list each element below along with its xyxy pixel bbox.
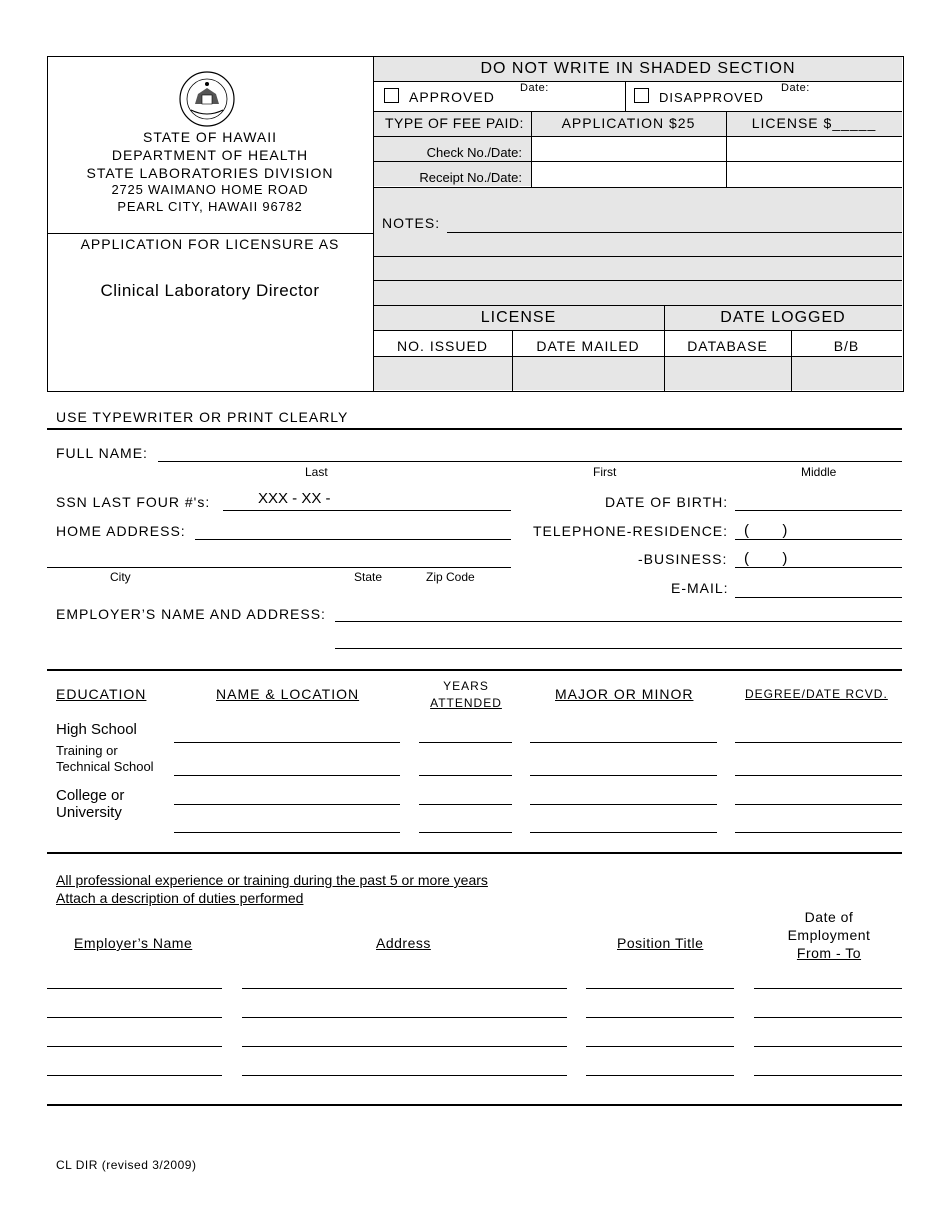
email-field[interactable] [735, 597, 902, 598]
exp-dates-field-3[interactable] [754, 1046, 902, 1047]
disapproved-label: DISAPPROVED [659, 90, 764, 105]
hs-name-field[interactable] [174, 742, 400, 743]
position-title-heading: Position Title [617, 935, 704, 951]
license-fee-label: LICENSE $_____ [751, 115, 877, 131]
telephone-residence-field[interactable] [735, 539, 902, 540]
telephone-residence-label: TELEPHONE-RESIDENCE: [533, 523, 729, 539]
college-label-1: College or [56, 787, 125, 804]
license-heading: LICENSE [480, 309, 557, 326]
college-years-field-1[interactable] [419, 804, 512, 805]
state-caption: State [354, 570, 383, 584]
training-label-1: Training or [56, 743, 118, 758]
date-mailed-label: DATE MAILED [536, 338, 640, 354]
dob-field[interactable] [735, 510, 902, 511]
college-name-field-1[interactable] [174, 804, 400, 805]
application-title: APPLICATION FOR LICENSURE AS [80, 236, 340, 252]
employer-name-heading: Employer’s Name [74, 935, 193, 951]
college-major-field-1[interactable] [530, 804, 717, 805]
college-degree-field-1[interactable] [735, 804, 902, 805]
hs-major-field[interactable] [530, 742, 717, 743]
exp-position-field-3[interactable] [586, 1046, 734, 1047]
exp-employer-field-1[interactable] [47, 988, 222, 989]
middle-caption: Middle [801, 465, 837, 479]
telephone-business-field[interactable] [735, 567, 902, 568]
first-caption: First [593, 465, 617, 479]
zip-caption: Zip Code [426, 570, 475, 584]
state-seal-icon [178, 70, 236, 128]
exp-position-field-2[interactable] [586, 1017, 734, 1018]
employer-label: EMPLOYER’S NAME AND ADDRESS: [56, 606, 326, 622]
address-line-2: PEARL CITY, HAWAII 96782 [117, 199, 303, 214]
degree-heading: DEGREE/DATE RCVD. [745, 687, 888, 701]
exp-address-field-2[interactable] [242, 1017, 567, 1018]
training-years-field[interactable] [419, 775, 512, 776]
full-name-field[interactable] [158, 461, 902, 462]
training-name-field[interactable] [174, 775, 400, 776]
approved-checkbox[interactable] [384, 88, 399, 103]
exp-address-field-4[interactable] [242, 1075, 567, 1076]
college-degree-field-2[interactable] [735, 832, 902, 833]
full-name-label: FULL NAME: [56, 445, 148, 461]
left-row-divider [47, 233, 373, 234]
application-fee-label: APPLICATION $25 [561, 115, 696, 131]
city-caption: City [110, 570, 131, 584]
major-minor-heading: MAJOR OR MINOR [555, 686, 694, 702]
state-name: STATE OF HAWAII [143, 129, 277, 145]
residence-area-code: ( ) [744, 522, 788, 539]
exp-employer-field-4[interactable] [47, 1075, 222, 1076]
email-label: E-MAIL: [671, 580, 729, 596]
from-to-heading: From - To [796, 945, 862, 961]
years-heading: YEARS [443, 679, 489, 693]
college-years-field-2[interactable] [419, 832, 512, 833]
application-role: Clinical Laboratory Director [100, 281, 320, 300]
name-location-heading: NAME & LOCATION [216, 686, 360, 702]
date-logged-heading: DATE LOGGED [720, 309, 846, 326]
exp-employer-field-2[interactable] [47, 1017, 222, 1018]
telephone-business-label: -BUSINESS: [638, 551, 728, 567]
education-heading: EDUCATION [56, 686, 147, 702]
employer-field-1[interactable] [335, 621, 902, 622]
home-address-label: HOME ADDRESS: [56, 523, 186, 539]
department-name: DEPARTMENT OF HEALTH [111, 147, 309, 163]
address-heading: Address [376, 935, 431, 951]
ssn-label: SSN LAST FOUR #'s: [56, 494, 211, 510]
address-line-1: 2725 WAIMANO HOME ROAD [111, 182, 309, 197]
exp-address-field-1[interactable] [242, 988, 567, 989]
high-school-label: High School [56, 721, 137, 738]
exp-position-field-1[interactable] [586, 988, 734, 989]
experience-instruction-1: All professional experience or training during the past 5 or more years [56, 872, 488, 888]
division-name: STATE LABORATORIES DIVISION [86, 165, 334, 181]
notes-shade [374, 188, 902, 305]
experience-instruction-2: Attach a description of duties performed [56, 890, 304, 906]
ssn-field[interactable] [223, 510, 511, 511]
exp-address-field-3[interactable] [242, 1046, 567, 1047]
hs-years-field[interactable] [419, 742, 512, 743]
fee-type-label: TYPE OF FEE PAID: [385, 115, 524, 131]
business-area-code: ( ) [744, 550, 788, 567]
date-of-heading: Date of [804, 909, 854, 925]
notes-label: NOTES: [382, 215, 441, 231]
exp-dates-field-1[interactable] [754, 988, 902, 989]
disapproved-checkbox[interactable] [634, 88, 649, 103]
employment-heading: Employment [787, 927, 871, 943]
dob-label: DATE OF BIRTH: [605, 494, 729, 510]
college-name-field-2[interactable] [174, 832, 400, 833]
training-label-2: Technical School [56, 759, 154, 774]
exp-employer-field-3[interactable] [47, 1046, 222, 1047]
no-issued-label: NO. ISSUED [397, 338, 488, 354]
approved-label: APPROVED [409, 89, 495, 105]
approved-date-label: Date: [520, 82, 549, 94]
city-state-zip-field[interactable] [47, 567, 511, 568]
exp-dates-field-2[interactable] [754, 1017, 902, 1018]
employer-field-2[interactable] [335, 648, 902, 649]
shaded-section-banner: DO NOT WRITE IN SHADED SECTION [480, 60, 796, 77]
database-label: DATABASE [687, 338, 768, 354]
hs-degree-field[interactable] [735, 742, 902, 743]
check-no-label: Check No./Date: [426, 145, 522, 160]
college-major-field-2[interactable] [530, 832, 717, 833]
print-instruction: USE TYPEWRITER OR PRINT CLEARLY [56, 409, 349, 425]
receipt-no-label: Receipt No./Date: [419, 170, 522, 185]
exp-dates-field-4[interactable] [754, 1075, 902, 1076]
training-degree-field[interactable] [735, 775, 902, 776]
training-major-field[interactable] [530, 775, 717, 776]
college-label-2: University [56, 804, 122, 821]
form-id: CL DIR (revised 3/2009) [56, 1158, 197, 1172]
exp-position-field-4[interactable] [586, 1075, 734, 1076]
bb-label: B/B [833, 338, 860, 354]
attended-heading: ATTENDED [430, 696, 502, 710]
home-address-field[interactable] [195, 539, 511, 540]
ssn-value: XXX - XX - [258, 490, 331, 507]
disapproved-date-label: Date: [781, 82, 810, 94]
last-caption: Last [305, 465, 328, 479]
